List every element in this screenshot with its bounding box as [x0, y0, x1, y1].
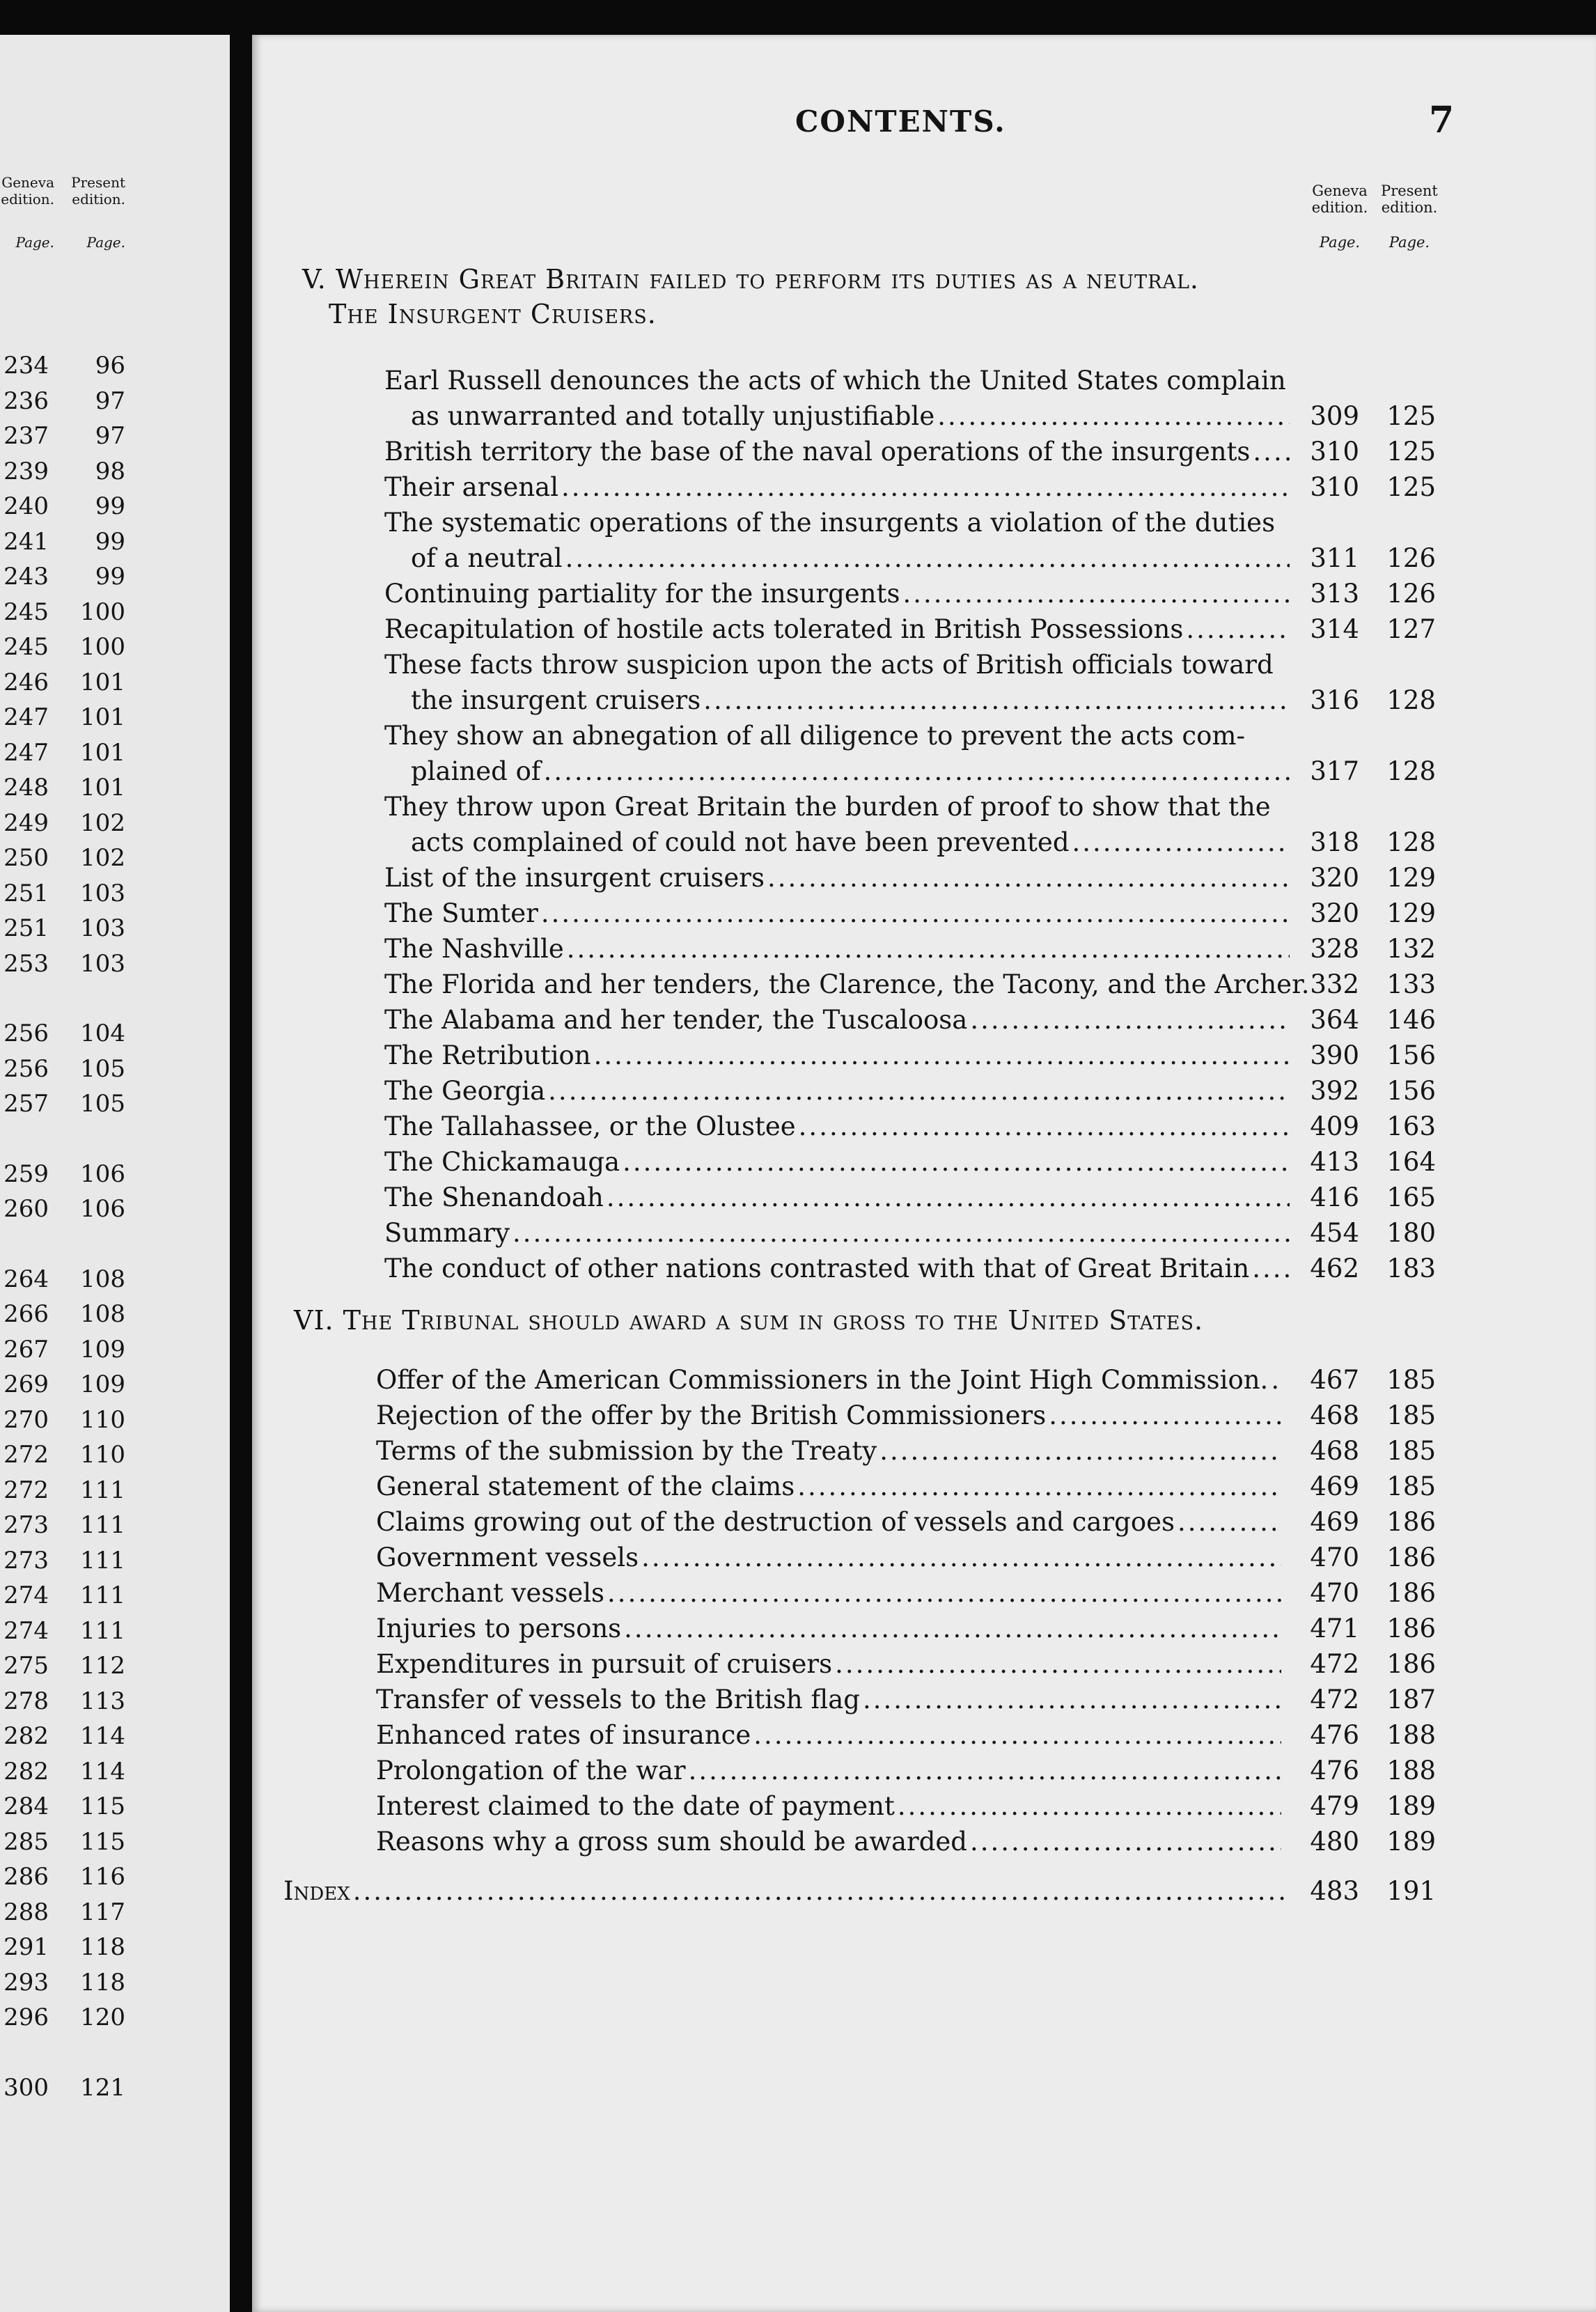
present-page-number: 189	[1386, 1791, 1436, 1821]
left-geneva-number: 296	[3, 2004, 49, 2031]
left-present-number: 103	[80, 879, 125, 907]
geneva-page-number: 416	[1310, 1182, 1359, 1212]
left-geneva-number: 269	[3, 1370, 49, 1398]
dot-leader	[1249, 1252, 1290, 1286]
toc-entry[interactable]	[384, 1181, 1290, 1214]
dot-leader	[563, 542, 1290, 575]
toc-entry[interactable]	[376, 1364, 1281, 1397]
present-edition: edition.	[1381, 199, 1438, 216]
present-page-number: 183	[1386, 1253, 1436, 1283]
dot-leader	[1070, 826, 1290, 859]
left-geneva-number: 272	[3, 1441, 49, 1469]
present-page-number: 186	[1386, 1578, 1436, 1608]
left-geneva-number: 291	[3, 1933, 49, 1961]
left-present-number: 99	[95, 563, 125, 591]
geneva-page-number: 479	[1310, 1791, 1359, 1821]
toc-entry[interactable]	[384, 968, 1310, 1001]
left-present-number: 102	[80, 809, 125, 837]
toc-entry[interactable]	[411, 542, 1290, 575]
present-page-number: 185	[1386, 1436, 1436, 1466]
left-geneva-number: 278	[3, 1687, 49, 1715]
present-page-number: 187	[1386, 1685, 1436, 1715]
toc-entry[interactable]	[376, 1612, 1281, 1646]
left-present-number: 111	[80, 1581, 125, 1609]
toc-entry[interactable]	[376, 1754, 1281, 1788]
left-present-number: 101	[80, 703, 125, 731]
toc-entry[interactable]	[376, 1506, 1281, 1539]
geneva-page-number: 310	[1310, 472, 1359, 502]
geneva-page-number: 468	[1310, 1400, 1359, 1430]
toc-entry[interactable]	[376, 1577, 1281, 1610]
entry-title: The Chickamauga	[384, 1147, 620, 1177]
left-geneva-number: 241	[3, 527, 49, 556]
left-present-number: 100	[80, 597, 125, 626]
geneva-page-number: 467	[1310, 1365, 1359, 1395]
left-geneva-number: 249	[3, 809, 49, 837]
present-page-number: 125	[1386, 472, 1436, 502]
present-page-number: 125	[1386, 401, 1436, 431]
dot-leader	[765, 861, 1290, 895]
geneva-page-number: 470	[1310, 1578, 1359, 1608]
geneva-page-label: Page.	[1319, 234, 1361, 251]
toc-entry[interactable]	[384, 1217, 1290, 1250]
left-geneva-number: 246	[3, 668, 49, 696]
left-present-number: 117	[80, 1898, 125, 1926]
dot-leader	[1046, 1399, 1281, 1432]
left-geneva-number: 236	[3, 386, 49, 415]
toc-entry[interactable]	[384, 1252, 1290, 1286]
present-page-number: 163	[1386, 1111, 1436, 1141]
dot-leader	[1250, 435, 1290, 469]
entry-title: The conduct of other nations contrasted with that of Great Britain	[384, 1253, 1250, 1283]
entry-title: Injuries to persons	[376, 1614, 622, 1643]
dot-leader	[967, 1825, 1281, 1859]
index-entry[interactable]	[283, 1875, 1286, 1908]
left-present-number: 98	[95, 457, 125, 485]
dot-leader	[796, 1110, 1290, 1143]
contents-page	[252, 35, 1596, 2312]
left-geneva-number: 284	[3, 1792, 49, 1820]
left-present-number: 116	[80, 1863, 125, 1891]
entry-title: Government vessels	[376, 1542, 639, 1572]
entry-title: Claims growing out of the destruction of vessels and cargoes	[376, 1507, 1175, 1537]
left-geneva-number: 245	[3, 597, 49, 626]
toc-entry[interactable]	[376, 1541, 1281, 1575]
left-geneva-number: 300	[3, 2073, 49, 2102]
entry-title: The Nashville	[384, 934, 564, 964]
geneva-page-number: 364	[1310, 1005, 1359, 1035]
entry-title: Reasons why a gross sum should be awarded	[376, 1827, 967, 1857]
left-geneva-number: 256	[3, 1054, 49, 1083]
running-title: CONTENTS.	[795, 104, 1006, 139]
geneva-page-number: 318	[1310, 827, 1359, 857]
geneva-edition: edition.	[1311, 199, 1368, 216]
geneva-page-number: 392	[1310, 1076, 1359, 1106]
left-present-number: 106	[80, 1159, 125, 1188]
entry-title: The Retribution	[384, 1040, 591, 1070]
present-page-number: 188	[1386, 1720, 1436, 1750]
dot-leader	[538, 897, 1290, 930]
left-geneva-number: 293	[3, 1968, 49, 1997]
present-page-label: Page.	[1388, 234, 1430, 251]
geneva-page-number: 476	[1310, 1756, 1359, 1786]
left-geneva-number: 245	[3, 633, 49, 661]
dot-leader	[795, 1470, 1281, 1503]
left-geneva-number: 288	[3, 1898, 49, 1926]
present-page-number: 164	[1386, 1147, 1436, 1177]
toc-entry[interactable]	[384, 613, 1290, 646]
geneva-page-number: 320	[1310, 898, 1359, 928]
geneva-page-number: 313	[1310, 579, 1359, 609]
entry-title: The Shenandoah	[384, 1182, 604, 1212]
left-geneva-number: 257	[3, 1090, 49, 1118]
dot-leader	[621, 1612, 1281, 1646]
present-page-number: 165	[1386, 1182, 1436, 1212]
toc-entry[interactable]	[384, 1039, 1290, 1072]
left-present-number: 115	[80, 1792, 125, 1820]
present-page-number: 129	[1386, 898, 1436, 928]
toc-entry[interactable]	[384, 1110, 1290, 1143]
entry-first-line: They show an abnegation of all diligence to prevent the acts com-	[384, 721, 1245, 751]
left-present-number: 101	[80, 738, 125, 767]
left-present-number: 99	[95, 527, 125, 556]
present-page-number: 133	[1386, 969, 1436, 999]
left-geneva-number: 274	[3, 1581, 49, 1609]
present-page-number: 186	[1386, 1542, 1436, 1572]
left-present-number: 103	[80, 914, 125, 942]
entry-title: Rejection of the offer by the British Commissioners	[376, 1400, 1047, 1430]
geneva-page-number: 468	[1310, 1436, 1359, 1466]
entry-title: General statement of the claims	[376, 1471, 795, 1501]
geneva-page-number: 472	[1310, 1649, 1359, 1679]
left-geneva-page: Page.	[15, 234, 54, 251]
toc-entry[interactable]	[376, 1470, 1281, 1503]
left-geneva-number: 273	[3, 1546, 49, 1575]
dot-leader	[900, 577, 1290, 611]
dot-leader	[1183, 613, 1290, 646]
left-geneva-number: 250	[3, 844, 49, 872]
toc-entry[interactable]	[376, 1790, 1281, 1823]
entry-title: Enhanced rates of insurance	[376, 1720, 751, 1750]
entry-title: Their arsenal	[384, 472, 559, 502]
left-present-number: 103	[80, 949, 125, 978]
toc-entry[interactable]	[376, 1399, 1281, 1432]
left-geneva-number: 285	[3, 1827, 49, 1856]
present-page-number: 156	[1386, 1076, 1436, 1106]
geneva-page-number: 310	[1310, 437, 1359, 467]
geneva-page-number: 480	[1310, 1827, 1359, 1857]
present-page-number: 189	[1386, 1827, 1436, 1857]
left-present-number: 97	[95, 422, 125, 450]
dot-leader	[877, 1435, 1281, 1468]
dot-leader	[895, 1790, 1281, 1823]
index-label: Index	[283, 1876, 350, 1906]
dot-leader	[591, 1039, 1290, 1072]
entry-title: as unwarranted and totally unjustifiable	[411, 401, 935, 431]
left-geneva-header	[0, 174, 54, 251]
dot-leader	[751, 1719, 1281, 1752]
toc-entry[interactable]	[384, 932, 1290, 966]
left-geneva-number: 240	[3, 492, 49, 520]
entry-title: List of the insurgent cruisers	[384, 863, 765, 893]
geneva-page-number: 454	[1310, 1218, 1359, 1248]
present-page-number: 128	[1386, 685, 1436, 715]
dot-leader	[934, 400, 1290, 433]
entry-title: Merchant vessels	[376, 1578, 605, 1608]
left-geneva-number: 267	[3, 1335, 49, 1364]
present-label: Present	[1381, 182, 1438, 199]
left-geneva-number: 251	[3, 879, 49, 907]
entry-title: The Georgia	[384, 1076, 546, 1106]
entry-title: Continuing partiality for the insurgents	[384, 579, 900, 609]
left-present-number: 104	[80, 1020, 125, 1047]
geneva-label: Geneva	[1312, 182, 1368, 199]
dot-leader	[639, 1541, 1281, 1575]
present-page-number: 146	[1386, 1005, 1436, 1035]
dot-leader	[541, 755, 1290, 788]
entry-title: Recapitulation of hostile acts tolerated in British Possessions	[384, 614, 1184, 644]
left-present-number: 105	[80, 1054, 125, 1083]
left-present-number: 109	[80, 1370, 125, 1398]
left-geneva-label: Geneva	[1, 174, 54, 191]
left-present-number: 106	[80, 1195, 125, 1223]
dot-leader	[701, 684, 1290, 717]
section-vi-heading: VI. The Tribunal should award a sum in gross to the United States.	[294, 1305, 1204, 1336]
left-present-number: 121	[80, 2073, 125, 2102]
left-present-number: 111	[80, 1476, 125, 1504]
dot-leader	[1175, 1506, 1281, 1539]
present-page-number: 126	[1386, 543, 1436, 573]
geneva-page-number: 413	[1310, 1147, 1359, 1177]
toc-entry[interactable]	[384, 1075, 1290, 1108]
left-present-number: 97	[95, 386, 125, 415]
left-geneva-number: 247	[3, 703, 49, 731]
entry-title: The Tallahassee, or the Olustee	[384, 1111, 796, 1141]
geneva-page-number: 311	[1310, 543, 1359, 573]
left-present-header	[63, 174, 125, 251]
left-geneva-number: 282	[3, 1757, 49, 1786]
left-geneva-number: 273	[3, 1511, 49, 1539]
present-page-number: 129	[1386, 863, 1436, 893]
geneva-page-number: 390	[1310, 1040, 1359, 1070]
page-number: 7	[1429, 99, 1455, 141]
entry-title: Prolongation of the war	[376, 1756, 686, 1786]
entry-title: acts complained of could not have been prevented	[411, 827, 1070, 857]
dot-leader	[564, 932, 1290, 966]
left-geneva-number: 264	[3, 1265, 49, 1293]
dot-leader	[620, 1146, 1290, 1179]
toc-entry[interactable]	[384, 1146, 1290, 1179]
left-geneva-number: 247	[3, 738, 49, 767]
dot-leader	[604, 1577, 1281, 1610]
entry-title: of a neutral	[411, 543, 563, 573]
dot-leader	[1268, 1364, 1281, 1397]
present-column-header	[1375, 182, 1444, 251]
toc-entry[interactable]	[384, 435, 1290, 469]
left-geneva-edition: edition.	[1, 191, 54, 208]
left-present-page: Page.	[86, 234, 125, 251]
left-geneva-number: 234	[3, 352, 49, 380]
toc-entry[interactable]	[411, 826, 1290, 859]
toc-entry[interactable]	[411, 400, 1290, 433]
left-present-number: 118	[80, 1968, 125, 1997]
left-present-number: 114	[80, 1722, 125, 1750]
geneva-page-number: 314	[1310, 614, 1359, 644]
left-present-number: 111	[80, 1546, 125, 1575]
left-present-number: 114	[80, 1757, 125, 1786]
left-present-number: 108	[80, 1265, 125, 1293]
present-page-number: 185	[1386, 1365, 1436, 1395]
present-page-number: 128	[1386, 756, 1436, 786]
left-geneva-number: 248	[3, 774, 49, 802]
dot-leader	[545, 1075, 1290, 1108]
geneva-page-number: 328	[1310, 934, 1359, 964]
geneva-page-number: 471	[1310, 1614, 1359, 1643]
left-geneva-number: 259	[3, 1159, 49, 1188]
dot-leader	[510, 1217, 1290, 1250]
left-present-number: 111	[80, 1616, 125, 1645]
left-present-number: 108	[80, 1300, 125, 1328]
left-geneva-number: 282	[3, 1722, 49, 1750]
toc-entry[interactable]	[411, 684, 1290, 717]
dot-leader	[604, 1181, 1290, 1214]
toc-entry[interactable]	[376, 1683, 1281, 1717]
toc-entry[interactable]	[376, 1719, 1281, 1752]
entry-title: The Florida and her tenders, the Clarence, the Tacony, and the Archer.	[384, 969, 1310, 999]
left-present-number: 113	[80, 1687, 125, 1715]
dot-leader	[350, 1875, 1286, 1908]
left-present-number: 96	[95, 352, 125, 380]
entry-title: The Alabama and her tender, the Tuscaloosa	[384, 1005, 968, 1035]
toc-entry[interactable]	[384, 897, 1290, 930]
entry-first-line: They throw upon Great Britain the burden of proof to show that the	[384, 792, 1271, 822]
left-geneva-number: 275	[3, 1652, 49, 1680]
dot-leader	[832, 1648, 1281, 1681]
left-geneva-number: 272	[3, 1476, 49, 1504]
geneva-page-number: 320	[1310, 863, 1359, 893]
entry-title: the insurgent cruisers	[411, 685, 701, 715]
left-present-number: 110	[80, 1441, 125, 1469]
entry-title: British territory the base of the naval operations of the insurgents	[384, 437, 1251, 467]
geneva-page-number: 472	[1310, 1685, 1359, 1715]
section-v-subheading: The Insurgent Cruisers.	[329, 299, 657, 329]
geneva-page-number: 409	[1310, 1111, 1359, 1141]
dot-leader	[860, 1683, 1281, 1717]
section-v-heading: V. Wherein Great Britain failed to perform its duties as a neutral.	[302, 264, 1199, 295]
left-present-edition: edition.	[72, 191, 125, 208]
present-page-number: 185	[1386, 1471, 1436, 1501]
left-present-number: 110	[80, 1405, 125, 1434]
present-page-number: 127	[1386, 614, 1436, 644]
toc-entry[interactable]	[384, 471, 1290, 504]
left-present-number: 100	[80, 633, 125, 661]
toc-entry[interactable]	[376, 1435, 1281, 1468]
present-page-number: 186	[1386, 1507, 1436, 1537]
geneva-column-header	[1305, 182, 1375, 251]
toc-entry[interactable]	[384, 861, 1290, 895]
left-geneva-number: 286	[3, 1863, 49, 1891]
present-page-number: 156	[1386, 1040, 1436, 1070]
left-geneva-number: 243	[3, 563, 49, 591]
dot-leader	[967, 1003, 1290, 1037]
entry-title: Expenditures in pursuit of cruisers	[376, 1649, 833, 1679]
present-page-number: 180	[1386, 1218, 1436, 1248]
left-geneva-number: 251	[3, 914, 49, 942]
entry-title: Terms of the submission by the Treaty	[376, 1436, 877, 1466]
present-page-number: 185	[1386, 1400, 1436, 1430]
toc-entry[interactable]	[376, 1825, 1281, 1859]
dot-leader	[558, 471, 1290, 504]
geneva-page-number: 469	[1310, 1507, 1359, 1537]
left-present-number: 112	[80, 1652, 125, 1680]
entry-title: The Sumter	[384, 898, 538, 928]
present-page-number: 188	[1386, 1756, 1436, 1786]
left-present-number: 101	[80, 668, 125, 696]
geneva-page-number: 316	[1310, 685, 1359, 715]
left-present-number: 109	[80, 1335, 125, 1364]
present-page-number: 186	[1386, 1614, 1436, 1643]
left-geneva-number: 270	[3, 1405, 49, 1434]
left-present-number: 115	[80, 1827, 125, 1856]
left-geneva-number: 266	[3, 1300, 49, 1328]
present-page-number: 186	[1386, 1649, 1436, 1679]
left-geneva-number: 239	[3, 457, 49, 485]
geneva-page-number: 309	[1310, 401, 1359, 431]
dot-leader	[686, 1754, 1281, 1788]
left-present-number: 120	[80, 2004, 125, 2031]
index-present-page: 191	[1386, 1876, 1436, 1906]
geneva-page-number: 476	[1310, 1720, 1359, 1750]
left-present-number: 101	[80, 774, 125, 802]
left-present-number: 118	[80, 1933, 125, 1961]
entry-title: Offer of the American Commissioners in the Joint High Commission.	[376, 1365, 1269, 1395]
left-geneva-number: 274	[3, 1616, 49, 1645]
entry-title: Summary	[384, 1218, 510, 1248]
geneva-page-number: 470	[1310, 1542, 1359, 1572]
left-geneva-number: 237	[3, 422, 49, 450]
entry-title: Interest claimed to the date of payment	[376, 1791, 895, 1821]
geneva-page-number: 317	[1310, 756, 1359, 786]
entry-title: plained of	[411, 756, 541, 786]
present-page-number: 125	[1386, 437, 1436, 467]
present-page-number: 128	[1386, 827, 1436, 857]
left-present-number: 99	[95, 492, 125, 520]
left-geneva-number: 256	[3, 1020, 49, 1047]
entry-first-line: The systematic operations of the insurgents a violation of the duties	[384, 508, 1276, 538]
present-page-number: 126	[1386, 579, 1436, 609]
left-present-number: 102	[80, 844, 125, 872]
toc-entry[interactable]	[411, 755, 1290, 788]
present-page-number: 132	[1386, 934, 1436, 964]
left-geneva-number: 260	[3, 1195, 49, 1223]
geneva-page-number: 469	[1310, 1471, 1359, 1501]
geneva-page-number: 332	[1310, 969, 1359, 999]
toc-entry[interactable]	[376, 1648, 1281, 1681]
left-geneva-number: 253	[3, 949, 49, 978]
toc-entry[interactable]	[384, 577, 1290, 611]
entry-title: Transfer of vessels to the British flag	[376, 1685, 860, 1715]
toc-entry[interactable]	[384, 1003, 1290, 1037]
geneva-page-number: 462	[1310, 1253, 1359, 1283]
index-geneva-page: 483	[1310, 1876, 1359, 1906]
entry-first-line: Earl Russell denounces the acts of which the United States complain	[384, 366, 1286, 396]
left-present-number: 105	[80, 1090, 125, 1118]
entry-first-line: These facts throw suspicion upon the acts of British officials toward	[384, 650, 1274, 680]
left-present-label: Present	[71, 174, 125, 191]
left-present-number: 111	[80, 1511, 125, 1539]
previous-page	[0, 35, 230, 2312]
